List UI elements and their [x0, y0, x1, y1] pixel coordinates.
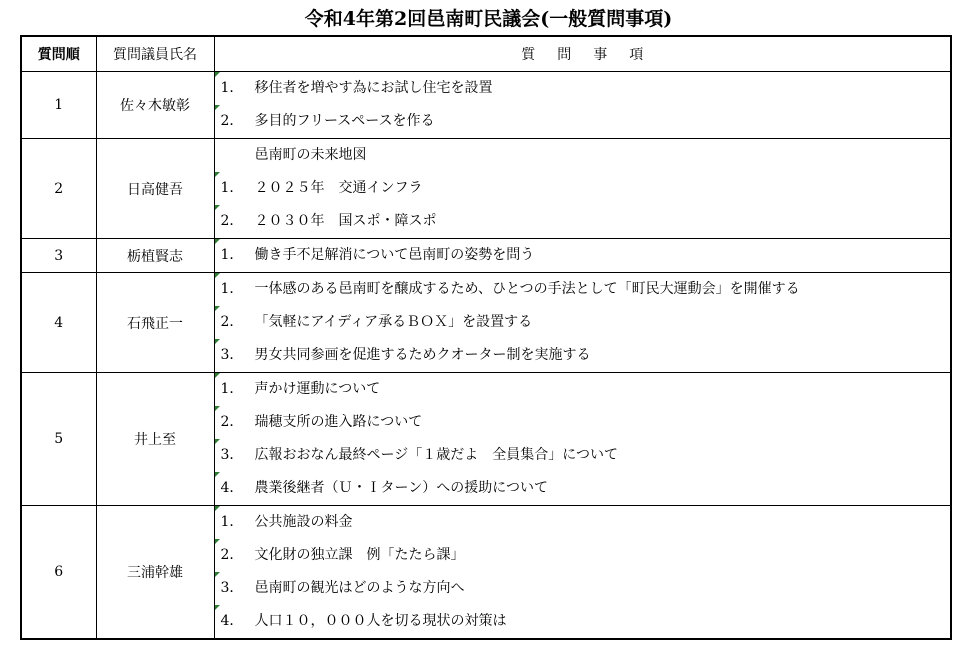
- cell-comment-marker-icon: [215, 373, 220, 378]
- question-item-text: 瑞穂支所の進入路について: [254, 414, 423, 430]
- cell-comment-marker-icon: [215, 539, 220, 544]
- table-row: [21, 139, 951, 239]
- question-item: [215, 72, 951, 105]
- cell-comment-marker-icon: [215, 306, 220, 311]
- cell-comment-marker-icon: [215, 472, 220, 477]
- question-order: 2: [21, 139, 96, 239]
- question-items: [214, 273, 951, 373]
- question-item-number: 2．: [220, 547, 244, 563]
- question-items: [214, 239, 951, 273]
- cell-comment-marker-icon: [215, 406, 220, 411]
- question-item-number: 2．: [220, 113, 244, 129]
- table-body: [21, 72, 951, 640]
- cell-comment-marker-icon: [215, 72, 220, 77]
- cell-comment-marker-icon: [215, 105, 220, 110]
- question-item: [215, 406, 951, 439]
- header-order: 質問順: [21, 36, 96, 72]
- question-items: [214, 373, 951, 506]
- question-items: [214, 506, 951, 640]
- question-item-text: 多目的フリースペースを作る: [254, 113, 435, 129]
- question-order: 4: [21, 273, 96, 373]
- question-item-number: 3．: [220, 347, 244, 363]
- question-item: [215, 605, 951, 638]
- question-item: [215, 273, 951, 306]
- question-item: [215, 205, 951, 238]
- table-row: [21, 506, 951, 640]
- member-name: 三浦幹雄: [96, 506, 214, 640]
- cell-comment-marker-icon: [215, 439, 220, 444]
- question-item-number: 4．: [220, 480, 244, 496]
- question-item-text: ２０３０年 国スポ・障スポ: [254, 213, 437, 229]
- table-row: [21, 373, 951, 506]
- questions-table: [20, 35, 952, 640]
- document-title: 令和4年第2回邑南町民議会(一般質問事項): [304, 8, 673, 30]
- question-item-text: 邑南町の観光はどのような方向へ: [254, 580, 465, 596]
- question-item-number: 4．: [220, 613, 244, 629]
- question-item: [215, 239, 951, 272]
- cell-comment-marker-icon: [215, 506, 220, 511]
- question-item: [215, 506, 951, 539]
- cell-comment-marker-icon: [215, 273, 220, 278]
- table-row: [21, 72, 951, 139]
- cell-comment-marker-icon: [215, 239, 220, 244]
- question-item-number: 1．: [220, 80, 244, 96]
- question-item: [215, 539, 951, 572]
- member-name: 井上至: [96, 373, 214, 506]
- question-item-text: 人口１０，０００人を切る現状の対策は: [254, 613, 507, 629]
- question-item-text: 「気軽にアイディア承るＢＯＸ」を設置する: [254, 314, 533, 330]
- header-row: [21, 36, 951, 72]
- question-item-text: 働き手不足解消について邑南町の姿勢を問う: [254, 247, 535, 263]
- member-name: 石飛正一: [96, 273, 214, 373]
- question-item: [215, 439, 951, 472]
- table-row: [21, 239, 951, 273]
- question-items: [214, 72, 951, 139]
- question-order: 5: [21, 373, 96, 506]
- question-item-text: 農業後継者（Ｕ・Ｉターン）への援助について: [254, 480, 548, 496]
- cell-comment-marker-icon: [215, 172, 220, 177]
- question-item-text: 文化財の独立課 例「たたら課」: [254, 547, 465, 563]
- header-matters: 質問事項: [214, 36, 951, 72]
- question-item-number: 1．: [220, 381, 244, 397]
- question-item: [215, 472, 951, 505]
- member-name: 日高健吾: [96, 139, 214, 239]
- cell-comment-marker-icon: [215, 339, 220, 344]
- question-order: 3: [21, 239, 96, 273]
- cell-comment-marker-icon: [215, 572, 220, 577]
- question-item-number: 1．: [220, 247, 244, 263]
- question-item: [215, 339, 951, 372]
- question-items: [214, 139, 951, 239]
- question-order: 6: [21, 506, 96, 640]
- question-item-number: 2．: [220, 414, 244, 430]
- question-item-number: 2．: [220, 314, 244, 330]
- question-item-number: 3．: [220, 580, 244, 596]
- question-item-number: 1．: [220, 281, 244, 297]
- question-item-number: 2．: [220, 213, 244, 229]
- question-item-text: 声かけ運動について: [254, 381, 381, 397]
- question-item-text: 広報おおなん最終ページ「１歳だよ 全員集合」について: [254, 447, 618, 463]
- question-item: [215, 105, 951, 138]
- question-item-text: 一体感のある邑南町を醸成するため、ひとつの手法として「町民大運動会」を開催する: [254, 281, 800, 297]
- question-item: [215, 373, 951, 406]
- member-name: 佐々木敏彰: [96, 72, 214, 139]
- question-item-text: 公共施設の料金: [254, 514, 353, 530]
- question-item-text: ２０２５年 交通インフラ: [254, 180, 423, 196]
- question-item: [215, 572, 951, 605]
- question-item-text: 男女共同参画を促進するためクオーター制を実施する: [254, 347, 591, 363]
- question-item-number: 3．: [220, 447, 244, 463]
- question-heading: 邑南町の未来地図: [254, 147, 367, 163]
- question-item: [215, 172, 951, 205]
- cell-comment-marker-icon: [215, 205, 220, 210]
- question-item-number: 1．: [220, 514, 244, 530]
- question-item: [215, 306, 951, 339]
- question-item-number: 1．: [220, 180, 244, 196]
- table-row: [21, 273, 951, 373]
- cell-comment-marker-icon: [215, 605, 220, 610]
- header-member: 質問議員氏名: [96, 36, 214, 72]
- question-order: 1: [21, 72, 96, 139]
- member-name: 栃植賢志: [96, 239, 214, 273]
- question-item-text: 移住者を増やす為にお試し住宅を設置: [254, 80, 493, 96]
